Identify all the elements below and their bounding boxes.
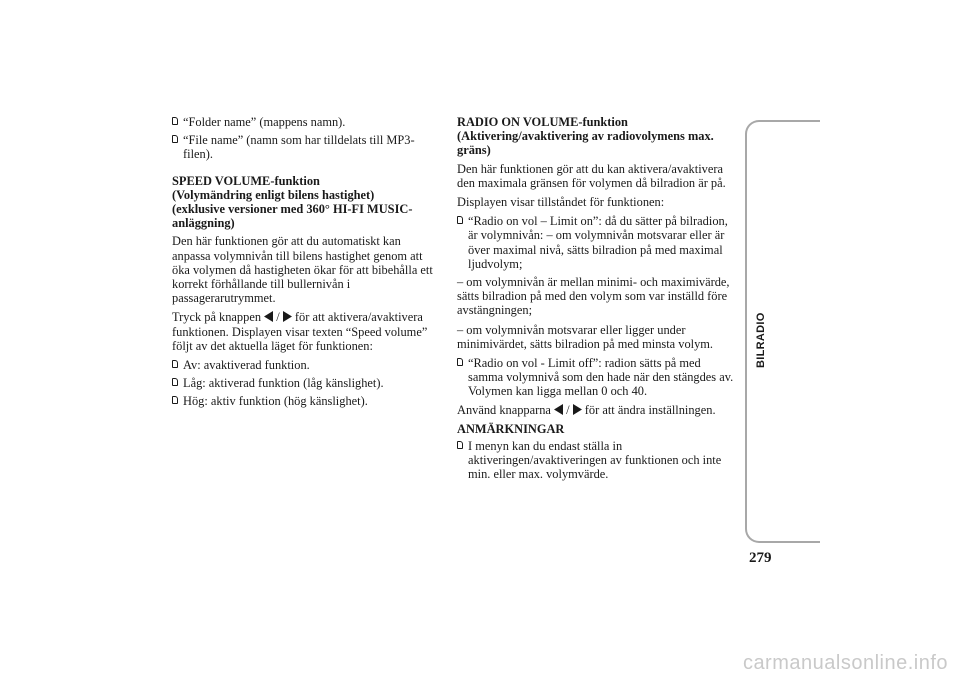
section-subheading: (Volymändring enligt bilens hastighet) xyxy=(172,187,375,202)
bullet-box-icon xyxy=(172,135,178,143)
paragraph: Tryck på knappen / för att aktivera/avaktivera funktionen. Displayen visar texten “Speed volume” följt av det aktuella läget för funktionen: xyxy=(172,310,428,353)
section-subheading: (Aktivering/avaktivering av radiovolymens max. gräns) xyxy=(457,129,714,158)
bullet-box-icon xyxy=(457,216,463,224)
paragraph: – om volymnivån motsvarar eller ligger under minimivärdet, sätts bilradion på med minsta volym. xyxy=(457,322,714,351)
bullet-box-icon xyxy=(172,378,178,386)
arrow-right-icon xyxy=(283,311,292,322)
list-item: Låg: aktiverad funktion (låg känslighet). xyxy=(172,376,440,390)
paragraph: – om volymnivån är mellan minimi- och maximivärde, sätts bilradion på med den volym som var inställd före avstängningen; xyxy=(457,275,730,318)
arrow-left-icon xyxy=(264,311,273,322)
list-item: “Radio on vol - Limit off”: radion sätts på med samma volymnivå som den hade när den stängdes av. Volymen kan ligga mellan 0 och 40. xyxy=(457,356,737,399)
left-column xyxy=(172,115,440,413)
list-item: Av: avaktiverad funktion. xyxy=(172,358,440,372)
list-item: I menyn kan du endast ställa in aktiveringen/avaktiveringen av funktionen och inte min. eller max. volymvärde. xyxy=(457,439,737,482)
arrow-left-icon xyxy=(554,404,563,415)
chapter-label: BILRADIO xyxy=(755,312,767,368)
section-heading: RADIO ON VOLUME-funktion xyxy=(457,115,628,129)
arrow-right-icon xyxy=(573,404,582,415)
section-heading: SPEED VOLUME-funktion xyxy=(172,173,320,188)
bullet-box-icon xyxy=(172,396,178,404)
notes-heading: ANMÄRKNINGAR xyxy=(457,421,565,436)
bullet-box-icon xyxy=(172,360,178,368)
paragraph: Använd knapparna / för att ändra inställningen. xyxy=(457,402,716,417)
list-item: “File name” (namn som har tilldelats till MP3-filen). xyxy=(172,133,440,161)
list-item: “Folder name” (mappens namn). xyxy=(172,115,440,129)
section-subheading: (exklusive versioner med 360° HI-FI MUSIC-anläggning) xyxy=(172,202,413,231)
right-column xyxy=(457,115,737,486)
paragraph: Den här funktionen gör att du kan aktivera/avaktivera den maximala gränsen för volymen då bilradion är på. xyxy=(457,161,726,190)
bullet-box-icon xyxy=(172,117,178,125)
list-item: “Radio on vol – Limit on”: då du sätter på bilradion, är volymnivån: – om volymnivån motsvarar eller är över maximal nivå, sätts bilradion på med maximal ljudvolym; xyxy=(457,214,737,271)
paragraph: Den här funktionen gör att du automatiskt kan anpassa volymnivån till bilens hastighet genom att öka volymen då hastigheten ökar för att bibehålla ett korrekt förhållande till bullernivån i passagerarutrymmet. xyxy=(172,234,433,306)
page-number: 279 xyxy=(749,550,772,566)
bullet-box-icon xyxy=(457,441,463,449)
paragraph: Displayen visar tillståndet för funktionen: xyxy=(457,195,665,210)
list-item: Hög: aktiv funktion (hög känslighet). xyxy=(172,394,440,408)
watermark: carmanualsonline.info xyxy=(742,652,948,674)
bullet-box-icon xyxy=(457,358,463,366)
